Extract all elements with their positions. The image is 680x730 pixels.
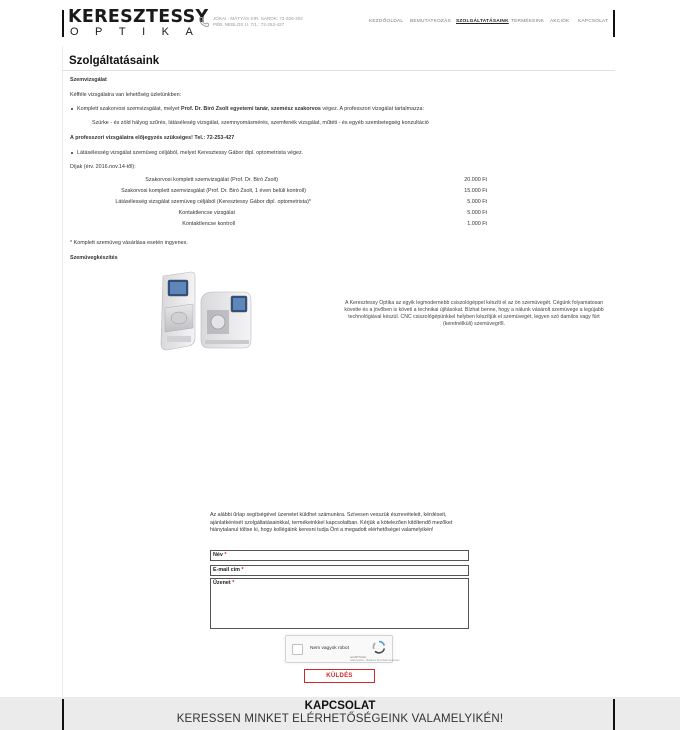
send-button[interactable]: KÜLDÉS [304, 669, 375, 683]
email-field[interactable] [210, 565, 469, 576]
product-description: A Keresztessy Optika az egyik legmodernebb csiszológéppel készíti el az ön szemüvegét. Cégünk folyamatosan követte és a jövőben is követi a technikai újításokat. Bízhat benne, hogy a nálunk vásárolt szemüvege a legújabb technológiával készül. CNC csiszológépünkkel helyben készítjük el szemüvegét, legyen szó damilos vagy fúrt (keretnélküli) szemüvegről. [344, 300, 604, 327]
message-field[interactable] [210, 578, 469, 629]
price-label: Kontaktlencse kontroll [182, 221, 235, 227]
email-label-text: E-mail cím [213, 567, 240, 573]
form-intro: Az alábbi űrlap segítségével üzenetet küldhet számunkra. Szívesen vesszük észrevételeit, kérdéseit, ajánlatkérését szolgáltatásainkkal, termékeinkkel kapcsolatban. Kérjük a kötelezően kitöltendő mezőket hiánytalanul töltse ki, hogy kollégáink keresni tudja Önt a megadott elérhetőségei valamelyikén! [210, 512, 453, 533]
logo-main[interactable]: KERESZTESSY [68, 7, 209, 27]
section-heading-szemuvegkeszites: Szemüvegkészítés [70, 255, 118, 261]
price-label: Szakorvosi komplett szemvizsgálat (Prof. Dr. Biró Zsolt, 1 éven belüli kontroll) [121, 188, 306, 194]
logo-bar [62, 10, 64, 37]
recaptcha-label: Nem vagyok robot [310, 646, 349, 651]
nav-termekeink[interactable]: TERMÉKEINK [511, 19, 545, 24]
section-heading-szemvizsgalat: Szemvizsgálat [70, 77, 107, 83]
bullet-dot [71, 152, 73, 154]
logo-sub[interactable]: OPTIKA [70, 26, 210, 38]
name-label [213, 552, 227, 558]
email-label [213, 567, 244, 573]
recaptcha-checkbox[interactable] [292, 644, 303, 655]
recaptcha-brand: reCAPTCHA [350, 655, 366, 659]
fees-heading: Díjak (érv. 2016.nov.14-től): [70, 164, 136, 170]
nav-bemutatkozas[interactable]: BEMUTATKOZÁS [410, 19, 451, 24]
bullet-1-post: végez. A professzori vizsgálat tartalmazza: [320, 106, 424, 112]
nav-kapcsolat[interactable]: KAPCSOLAT [578, 19, 609, 24]
bullet-dot [71, 108, 73, 110]
required-mark: * [241, 567, 244, 573]
site-header [0, 0, 680, 46]
recaptcha-widget [285, 635, 400, 663]
content-left-rule [62, 46, 63, 698]
nav-szolgaltatasaink[interactable]: SZOLGÁLTATÁSAINK [456, 19, 509, 24]
footer-contact [0, 697, 680, 730]
bullet-2: Látásélesség vizsgálat szemüveg céljából, melyet Keresztessy Gábor dipl. optometrista végez. [77, 150, 304, 156]
address-line-1: JÓKAI - MÁTYÁS KIR. SAROK: 72-326-204 [213, 16, 303, 21]
price-value: 5.000 Ft [467, 199, 487, 205]
name-label-text: Név [213, 552, 223, 558]
header-address [213, 16, 303, 28]
recaptcha-icon [372, 640, 386, 654]
nav-kezdooldal[interactable]: KEZDŐOLDAL [369, 19, 404, 24]
name-field[interactable] [210, 550, 469, 561]
message-label-text: Üzenet [213, 580, 231, 586]
nav-akciok[interactable]: AKCIÓK [550, 19, 570, 24]
price-value: 5.000 Ft [467, 210, 487, 216]
header-right-bar [613, 10, 615, 37]
required-mark: * [232, 580, 235, 586]
price-label: Kontaktlencse vizsgálat [178, 210, 235, 216]
footnote: * Komplett szemüveg vásárlása esetén ingyenes. [70, 240, 188, 246]
bullet-1-pre: Komplett szakorvosi szemvizsgálat, melyet [77, 106, 181, 112]
recaptcha-terms-link[interactable]: Adatvédelem - Általános Szerződési Feltételek [350, 659, 400, 662]
price-label: Látásélesség vizsgálat szemüveg céljából (Keresztessy Gábor dipl. optometrista)* [115, 199, 311, 205]
bullet-1 [77, 106, 424, 113]
price-value: 20.000 Ft [464, 177, 487, 183]
footer-title: KAPCSOLAT [304, 700, 376, 712]
edging-machine-image [155, 270, 255, 358]
bullet-1-details: Szürke - és zöld hályog szűrés, látáséleség vizsgálat, szemnyomásmérés, szemfenék vizsgálat, műtéti - és egyéb szembetegség konzultáció [92, 120, 429, 126]
phone-icon [198, 16, 210, 28]
page-title: Szolgáltatásaink [69, 55, 160, 67]
required-mark: * [224, 552, 227, 558]
bullet-1-bold: Prof. Dr. Biró Zsolt egyetemi tanár, szemész szakorvos [180, 106, 321, 112]
address-line-2: PÉB. NEBLOS U. 7/1.: 72-253-427 [213, 22, 285, 27]
price-value: 15.000 Ft [464, 188, 487, 194]
intro-text: Kéfféle vizsgálatra van lehetőség üzletünkben: [70, 92, 182, 98]
appointment-note: A professzori vizsgálatra előjegyzés szükséges! Tel.: 72-253-427 [70, 135, 235, 141]
price-label: Szakorvosi komplett szemvizsgálat (Prof. Dr. Biró Zsolt) [145, 177, 278, 183]
title-divider [62, 70, 615, 71]
price-value: 1.000 Ft [467, 221, 487, 227]
footer-subtitle: KERESSEN MINKET ELÉRHETŐSÉGEINK VALAMELYIKÉN! [176, 713, 504, 725]
message-label [213, 580, 234, 586]
